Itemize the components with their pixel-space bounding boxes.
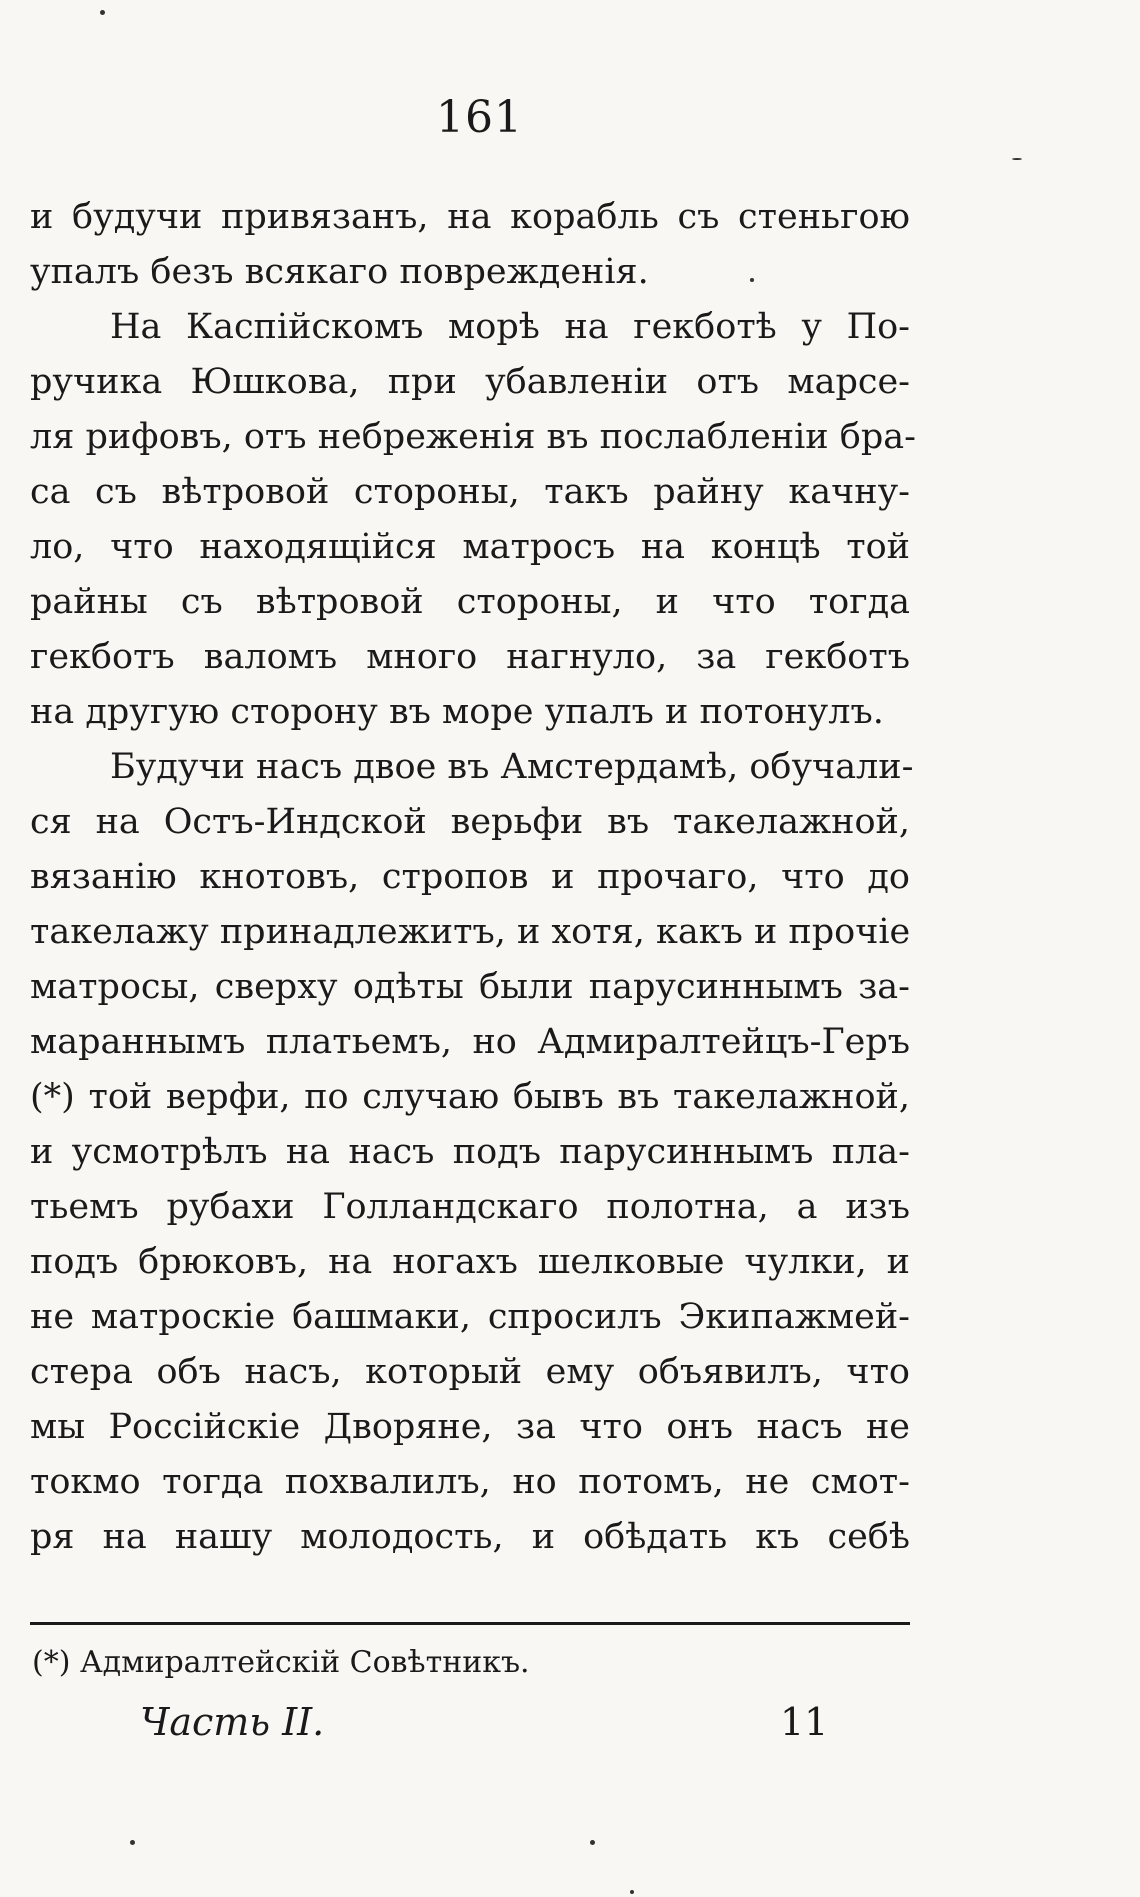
text-line: и усмотрѣлъ на насъ подъ парусиннымъ пла- (30, 1132, 910, 1172)
text-line: стера объ насъ, который ему объявилъ, что (30, 1352, 910, 1392)
text-line: упалъ безъ всякаго поврежденія. (30, 252, 649, 292)
text-line: ло, что находящійся матросъ на концѣ той (30, 527, 910, 567)
text-line: мараннымъ платьемъ, но Адмиралтейцъ-Геръ (30, 1022, 910, 1062)
body-text (30, 190, 916, 1565)
text-line: не матроскіе башмаки, спросилъ Экипажмей- (30, 1297, 910, 1337)
scan-speck (590, 1840, 595, 1845)
text-line: (*) той верфи, по случаю бывъ въ такелажной, (30, 1077, 910, 1117)
text-line: подъ брюковъ, на ногахъ шелковые чулки, и (30, 1242, 910, 1282)
text-line: и будучи привязанъ, на корабль съ стеньгою (30, 197, 910, 237)
footnote-divider (30, 1622, 910, 1625)
scan-speck (1012, 158, 1022, 160)
footnote: (*) Адмиралтейскій Совѣтникъ. (32, 1645, 530, 1680)
text-line: такелажу принадлежитъ, и хотя, какъ и прочіе (30, 912, 911, 952)
text-line: матросы, сверху одѣты были парусиннымъ за- (30, 967, 910, 1007)
scan-speck (130, 1840, 135, 1845)
scan-speck (630, 1890, 634, 1894)
text-line: ля рифовъ, отъ небреженія въ послабленіи бра- (30, 417, 916, 457)
text-line: са съ вѣтровой стороны, такъ райну качну- (30, 472, 910, 512)
text-line: на другую сторону въ море упалъ и потонулъ. (30, 692, 884, 732)
scan-speck (750, 278, 754, 282)
text-line: райны съ вѣтровой стороны, и что тогда (30, 582, 910, 622)
signature-part-label: Часть II. (140, 1700, 325, 1744)
text-line: Будучи насъ двое въ Амстердамѣ, обучали- (110, 747, 914, 787)
text-line: На Каспійскомъ морѣ на гекботѣ у По- (110, 307, 910, 347)
text-line: вязанію кнотовъ, стропов и прочаго, что до (30, 857, 910, 897)
text-line: ря на нашу молодость, и обѣдать къ себѣ (30, 1517, 910, 1557)
text-line: гекботъ валомъ много нагнуло, за гекботъ (30, 637, 910, 677)
text-line: токмо тогда похвалилъ, но потомъ, не смот- (30, 1462, 910, 1502)
text-line: ручика Юшкова, при убавленіи отъ марсе- (30, 362, 910, 402)
text-line: мы Россійскіе Дворяне, за что онъ насъ не (30, 1407, 910, 1447)
page-number: 161 (436, 92, 523, 143)
scan-speck (100, 10, 105, 15)
text-line: тьемъ рубахи Голландскаго полотна, а изъ (30, 1187, 910, 1227)
text-line: ся на Остъ-Индской верьфи въ такелажной, (30, 802, 910, 842)
signature-sheet-number: 11 (780, 1700, 829, 1744)
